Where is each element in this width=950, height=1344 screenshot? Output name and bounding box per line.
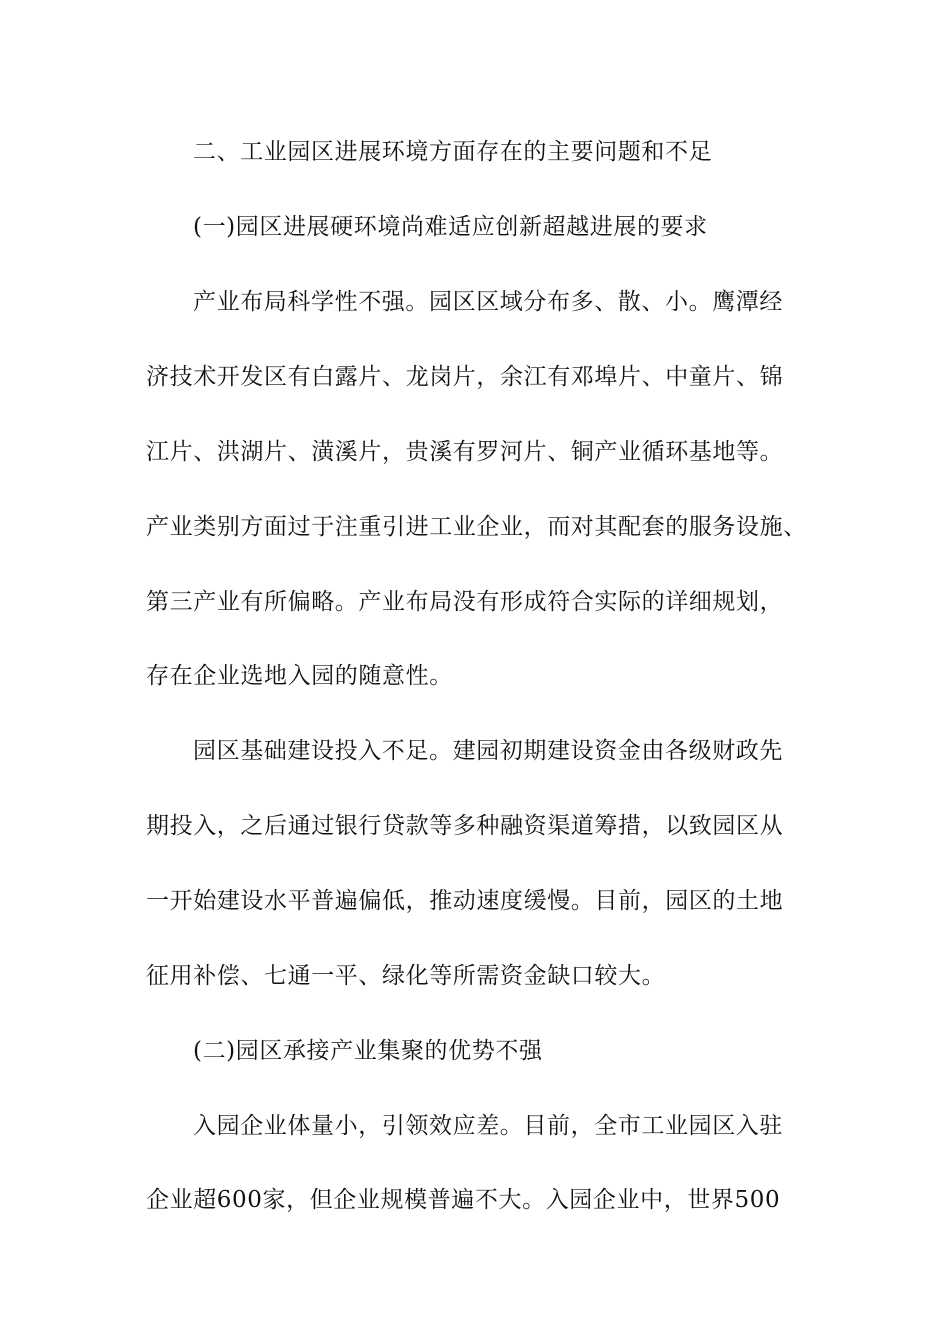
paragraph-line: 第三产业有所偏略。产业布局没有形成符合实际的详细规划， (146, 589, 784, 615)
paragraph-line: 园区基础建设投入不足。建园初期建设资金由各级财政先 (193, 738, 783, 764)
paragraph-line: 征用补偿、七通一平、绿化等所需资金缺口较大。 (146, 963, 666, 989)
paragraph-line: 江片、洪湖片、潢溪片，贵溪有罗河片、铜产业循环基地等。 (146, 439, 784, 465)
paragraph-line: 企业超600家，但企业规模普遍不大。入园企业中，世界500 (146, 1187, 781, 1213)
subsection-heading: (一)园区进展硬环境尚难适应创新超越进展的要求 (193, 214, 708, 240)
paragraph-line: 存在企业选地入园的随意性。 (146, 663, 453, 689)
subsection-heading: (二)园区承接产业集聚的优势不强 (193, 1038, 543, 1064)
paragraph-line: 一开始建设水平普遍偏低，推动速度缓慢。目前，园区的土地 (146, 888, 784, 914)
paragraph-line: 产业布局科学性不强。园区区域分布多、散、小。鹰潭经 (193, 289, 783, 315)
paragraph-line: 济技术开发区有白露片、龙岗片，余江有邓埠片、中童片、锦 (146, 364, 784, 390)
section-heading: 二、工业园区进展环境方面存在的主要问题和不足 (193, 139, 713, 165)
paragraph-line: 产业类别方面过于注重引进工业企业，而对其配套的服务设施、 (146, 514, 807, 540)
paragraph-line: 期投入，之后通过银行贷款等多种融资渠道筹措，以致园区从 (146, 813, 784, 839)
paragraph-line: 入园企业体量小，引领效应差。目前，全市工业园区入驻 (193, 1113, 783, 1139)
